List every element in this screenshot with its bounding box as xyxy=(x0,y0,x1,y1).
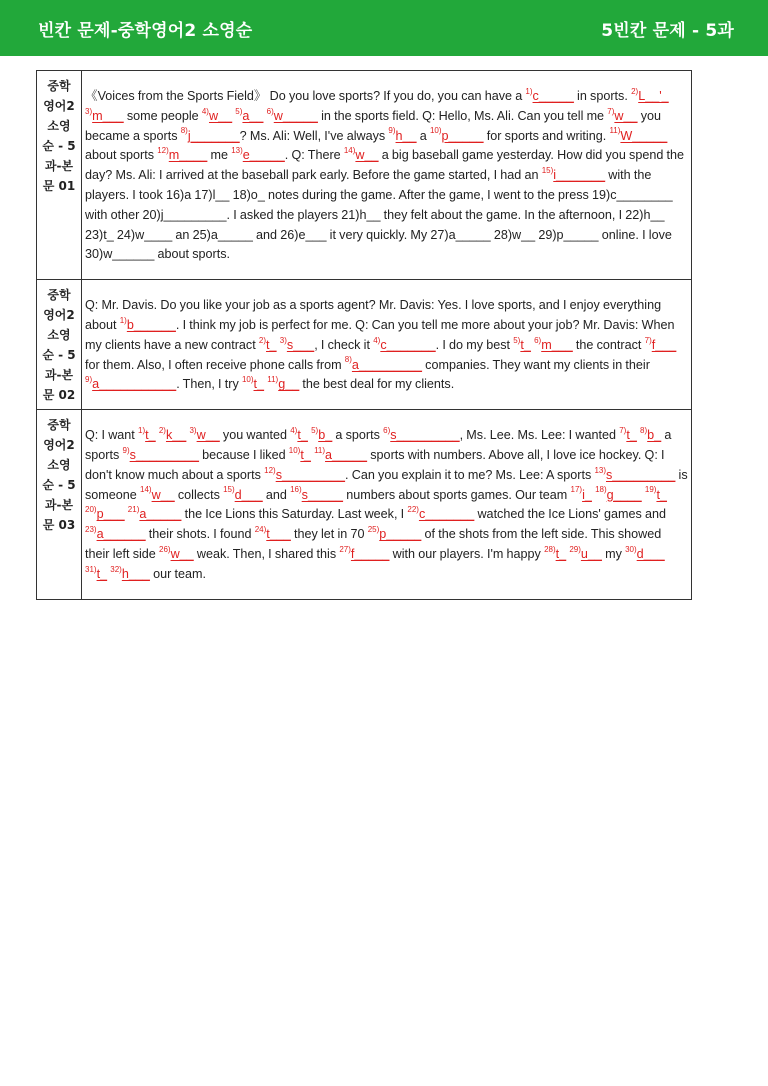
section-label-line: 소영 xyxy=(47,119,71,133)
blank-hint[interactable]: b_ xyxy=(318,428,333,443)
passage-segment: about sports xyxy=(85,128,671,163)
blank-number: 4) xyxy=(290,425,298,435)
blank-hint[interactable]: m___ xyxy=(92,108,124,123)
blank[interactable] xyxy=(122,445,199,462)
blank[interactable] xyxy=(609,126,668,143)
blank-number: 10) xyxy=(241,375,254,385)
blank-number: 8) xyxy=(640,425,648,435)
blank-number: 9) xyxy=(122,445,130,455)
blank-number: 21) xyxy=(127,505,140,515)
blank-hint[interactable]: a_____ xyxy=(325,447,368,462)
blank-hint[interactable]: g____ xyxy=(606,487,642,502)
blank-hint[interactable]: d___ xyxy=(636,546,665,561)
blank[interactable] xyxy=(189,425,220,443)
blank-number: 5) xyxy=(235,106,243,116)
blank[interactable] xyxy=(231,148,285,162)
blank[interactable] xyxy=(407,507,474,521)
blank-hint[interactable]: c_____ xyxy=(532,89,574,103)
blank-number: 4) xyxy=(373,335,381,345)
blank-number: 5) xyxy=(513,335,521,345)
blank[interactable] xyxy=(570,485,592,502)
passage-segment: their shots. I found xyxy=(145,527,255,542)
blank-number: 5) xyxy=(311,425,319,435)
worksheet-row xyxy=(37,410,692,599)
section-label-line: 순 - 5 xyxy=(42,139,76,153)
blank-number: 32) xyxy=(110,564,122,574)
blank-number: 14) xyxy=(140,485,152,495)
blank-hint[interactable]: t_ xyxy=(520,337,531,352)
blank[interactable] xyxy=(388,126,417,143)
blank[interactable] xyxy=(159,544,194,561)
blank[interactable] xyxy=(258,335,277,352)
blank-hint[interactable]: p_____ xyxy=(379,527,422,542)
blank[interactable] xyxy=(254,524,291,542)
blank-hint[interactable]: i_______ xyxy=(553,168,606,183)
passage-segment: , Ms. Lee. Ms. Lee: I wanted xyxy=(459,428,620,443)
blank[interactable] xyxy=(631,86,669,103)
passage-text xyxy=(82,280,692,410)
passage-segment: . I do my best xyxy=(435,337,514,352)
passage-segment: , I check it xyxy=(314,337,374,352)
blank-hint[interactable]: c_______ xyxy=(418,507,475,522)
blank[interactable] xyxy=(128,507,182,521)
blank[interactable] xyxy=(180,126,240,143)
blank-number: 6) xyxy=(534,335,542,345)
blank-hint[interactable]: w__ xyxy=(208,108,233,123)
blank[interactable] xyxy=(311,425,333,443)
blank-hint[interactable]: j_______ xyxy=(187,128,240,143)
blank[interactable] xyxy=(110,564,150,581)
blank-number: 13) xyxy=(594,465,606,475)
blank-number: 9) xyxy=(388,126,396,136)
blank[interactable] xyxy=(373,335,436,352)
blank[interactable] xyxy=(85,106,124,123)
blank-hint[interactable]: m____ xyxy=(168,148,208,163)
passage-segment: you became a sports xyxy=(85,108,665,143)
passage-segment: Q: Mr. Davis. Do you like your job as a sports agent? Mr. Davis: Yes. I love sports, and I enjoy everything about xyxy=(85,298,665,332)
blank[interactable] xyxy=(201,106,233,123)
blank-hint[interactable]: t_ xyxy=(96,566,108,581)
blank[interactable] xyxy=(607,106,638,123)
blank-hint[interactable]: a_____ xyxy=(139,507,182,522)
blank-hint[interactable]: t_ xyxy=(626,428,637,443)
passage-segment: collects xyxy=(174,487,224,502)
blank-hint[interactable]: i_ xyxy=(582,487,592,502)
blank-number: 12) xyxy=(157,146,169,156)
passage-segment: our team. xyxy=(149,566,206,581)
blank-hint[interactable]: t_ xyxy=(300,447,311,462)
blank[interactable] xyxy=(223,485,263,502)
blank-hint[interactable]: w__ xyxy=(196,428,220,443)
blank[interactable] xyxy=(367,524,422,542)
blank-number: 30) xyxy=(625,544,637,554)
passage-segment: numbers about sports games. Our team xyxy=(343,487,571,502)
blank-hint[interactable]: s_________ xyxy=(606,467,676,482)
blank-hint[interactable]: t_ xyxy=(555,546,567,561)
blank-hint[interactable]: L__'_ xyxy=(638,89,669,103)
blank-hint[interactable]: t_ xyxy=(145,428,156,443)
blank-number: 9) xyxy=(85,375,93,385)
section-label-line: 과-본 xyxy=(44,498,74,513)
blank-number: 22) xyxy=(407,505,419,515)
section-label-line: 과-본 xyxy=(44,159,74,173)
passage-segment: you wanted xyxy=(219,428,291,443)
blank-hint[interactable]: p___ xyxy=(96,507,125,522)
blank-hint[interactable]: e_____ xyxy=(242,148,285,163)
passage-segment: a big baseball game yesterday. How did you spend the day? Ms. Ali: I arrived at the baseball park early. Before the game started, I had an xyxy=(85,148,688,183)
blank[interactable] xyxy=(290,425,308,443)
blank-number: 2) xyxy=(158,425,166,435)
section-label xyxy=(37,280,82,410)
blank-hint[interactable]: w__ xyxy=(614,108,638,123)
blank-number: 4) xyxy=(201,106,209,116)
passage-segment: a sports xyxy=(85,428,675,462)
blank[interactable] xyxy=(242,377,264,391)
worksheet-table xyxy=(36,70,692,600)
blank-number: 11) xyxy=(314,445,326,455)
blank-hint[interactable]: s_________ xyxy=(129,447,199,462)
blank[interactable] xyxy=(595,485,642,502)
blank-number: 23) xyxy=(85,524,97,534)
blank-hint[interactable]: a_________ xyxy=(351,357,422,372)
blank-hint[interactable]: h__ xyxy=(395,128,417,143)
blank-number: 8) xyxy=(344,355,352,365)
worksheet-row xyxy=(37,280,692,410)
passage-segment: . Can you explain it to me? Ms. Lee: A sports xyxy=(345,467,595,482)
blank-number: 13) xyxy=(231,146,243,156)
blank[interactable] xyxy=(594,465,676,482)
header-title: 빈칸 문제-중학영어2 소영순 xyxy=(38,20,253,41)
blank[interactable] xyxy=(344,148,379,162)
passage-segment: they let in 70 xyxy=(290,527,368,542)
passage-segment: is someone xyxy=(85,467,691,502)
blank-number: 16) xyxy=(290,485,302,495)
blank-hint[interactable]: t_ xyxy=(266,337,277,352)
blank[interactable] xyxy=(542,168,605,182)
blank[interactable] xyxy=(314,445,368,462)
blank-number: 29) xyxy=(569,544,581,554)
section-label-line: 문 02 xyxy=(42,388,76,403)
blank-hint[interactable]: w__ xyxy=(355,148,379,163)
blank-hint[interactable]: f_____ xyxy=(350,546,390,561)
passage-segment: . Then, I try xyxy=(176,377,242,392)
blank-number: 2) xyxy=(258,335,267,345)
blank-hint[interactable]: p_____ xyxy=(441,128,484,143)
section-label-line: 소영 xyxy=(47,458,71,473)
passage-segment: ? Ms. Ali: Well, I've always xyxy=(239,128,389,143)
passage-segment: a sports xyxy=(332,428,384,443)
passage-segment: the contract xyxy=(572,337,645,352)
blank-hint[interactable]: t___ xyxy=(266,527,291,542)
passage-segment: in the sports field. Q: Hello, Ms. Ali. Can you tell me xyxy=(317,108,608,123)
blank-hint[interactable]: a___________ xyxy=(92,377,177,392)
blank[interactable] xyxy=(640,425,662,443)
passage-segment: 《Voices from the Sports Field》 Do you love sports? If you do, you can have a xyxy=(85,89,526,103)
blank-hint[interactable]: u__ xyxy=(580,546,602,561)
blank-hint[interactable]: s_____ xyxy=(301,487,343,502)
section-label-line: 문 01 xyxy=(42,179,76,193)
blank-number: 10) xyxy=(288,445,301,455)
blank[interactable] xyxy=(85,507,125,521)
blank-number: 31) xyxy=(85,564,97,574)
blank-number: 12) xyxy=(264,465,276,475)
passage-text xyxy=(82,410,692,599)
passage-segment: for sports and writing. xyxy=(483,128,610,143)
blank-number: 1) xyxy=(525,86,533,96)
blank-hint[interactable]: w__ xyxy=(151,487,175,502)
blank[interactable] xyxy=(119,315,176,332)
section-label-line: 소영 xyxy=(47,328,71,343)
blank[interactable] xyxy=(85,524,146,542)
blank-number: 6) xyxy=(383,425,391,435)
blank-hint[interactable]: w__ xyxy=(170,546,194,561)
passage-segment: and xyxy=(262,487,291,502)
blank-number: 10) xyxy=(429,126,442,136)
blank[interactable] xyxy=(383,425,460,443)
blank[interactable] xyxy=(140,485,175,502)
passage-segment: . I think my job is perfect for me. Q: Can you tell me more about your job? Mr. Davis: When my clients have a new contract xyxy=(85,317,678,352)
blank[interactable] xyxy=(534,335,573,352)
passage-segment: for them. Also, I often receive phone calls from xyxy=(85,337,680,372)
blank-number: 27) xyxy=(339,544,351,554)
blank-number: 7) xyxy=(644,335,652,345)
blank[interactable] xyxy=(339,544,390,561)
blank-hint[interactable]: t_ xyxy=(253,377,265,392)
blank[interactable] xyxy=(644,335,677,352)
passage-segment: because I liked xyxy=(198,447,289,462)
passage-segment: weak. Then, I shared this xyxy=(193,546,340,561)
blank-number: 28) xyxy=(544,544,556,554)
blank-hint[interactable]: s_________ xyxy=(390,428,460,443)
passage-segment: the best deal for my clients. xyxy=(299,377,455,392)
blank-hint[interactable]: a______ xyxy=(96,527,146,542)
section-label-line: 순 - 5 xyxy=(42,478,76,493)
blank-hint[interactable]: k__ xyxy=(165,428,187,443)
blank[interactable] xyxy=(158,425,187,443)
blank-number: 25) xyxy=(367,524,380,534)
blank-hint[interactable]: f___ xyxy=(651,337,677,352)
blank[interactable] xyxy=(279,335,315,352)
blank-hint[interactable]: c_______ xyxy=(380,337,436,352)
blank-hint[interactable]: s_________ xyxy=(275,467,346,482)
passage-segment: Q: I want xyxy=(85,428,138,443)
blank[interactable] xyxy=(525,86,574,103)
header-lesson-title: 5빈칸 문제 - 5과 xyxy=(601,20,734,41)
worksheet-row xyxy=(37,71,692,280)
passage-segment: watched the Ice Lions' games and xyxy=(474,507,670,522)
section-label-line: 순 - 5 xyxy=(42,348,76,363)
page-header xyxy=(0,0,768,56)
blank[interactable] xyxy=(619,425,637,443)
blank-hint[interactable]: t_ xyxy=(656,487,667,502)
passage-segment xyxy=(667,488,670,502)
blank[interactable] xyxy=(625,544,665,561)
passage-segment: . Q: There xyxy=(284,148,344,163)
passage-segment: in sports. xyxy=(573,89,632,103)
blank-number: 26) xyxy=(159,544,171,554)
passage-text xyxy=(82,71,692,280)
blank-number: 1) xyxy=(138,425,146,435)
passage-segment: a xyxy=(416,128,430,143)
passage-segment: my xyxy=(601,546,626,561)
blank[interactable] xyxy=(290,485,343,502)
blank[interactable] xyxy=(85,377,176,391)
blank[interactable] xyxy=(266,106,318,123)
blank-number: 3) xyxy=(189,425,197,435)
blank-number: 20) xyxy=(85,505,97,515)
blank-number: 14) xyxy=(343,146,356,156)
blank[interactable] xyxy=(344,355,422,372)
passage-segment xyxy=(665,547,668,561)
blank-hint[interactable]: b______ xyxy=(126,317,176,332)
passage-segment: some people xyxy=(123,108,202,123)
blank[interactable] xyxy=(513,335,531,352)
blank-number: 11) xyxy=(609,126,621,136)
blank[interactable] xyxy=(85,564,108,581)
blank-hint[interactable]: d___ xyxy=(234,487,263,502)
blank[interactable] xyxy=(569,544,602,561)
section-label-line: 영어2 xyxy=(43,308,75,323)
blank[interactable] xyxy=(235,106,264,123)
blank[interactable] xyxy=(544,544,567,561)
blank-number: 3) xyxy=(85,106,93,116)
blank[interactable] xyxy=(288,445,311,462)
section-label-line: 과-본 xyxy=(44,368,74,383)
blank-hint[interactable]: m___ xyxy=(541,337,573,352)
blank-hint[interactable]: h___ xyxy=(121,566,150,581)
section-label xyxy=(37,410,82,599)
blank-number: 19) xyxy=(644,485,657,495)
blank-number: 6) xyxy=(266,106,274,116)
passage-segment xyxy=(669,89,672,103)
passage-segment: companies. They want my clients in their xyxy=(421,357,654,372)
blank-number: 17) xyxy=(570,485,583,495)
blank-number: 7) xyxy=(607,106,615,116)
blank-number: 3) xyxy=(279,335,287,345)
blank[interactable] xyxy=(138,425,156,443)
passage-segment: the Ice Lions this Saturday. Last week, I xyxy=(181,507,408,522)
blank[interactable] xyxy=(267,377,299,391)
blank-hint[interactable]: g__ xyxy=(278,377,300,392)
blank-hint[interactable]: t_ xyxy=(297,428,308,443)
blank[interactable] xyxy=(264,465,346,482)
section-label-line: 문 03 xyxy=(42,518,76,533)
passage-segment: of the shots from the left side. This showed their left side xyxy=(85,527,665,561)
blank-number: 7) xyxy=(619,425,627,435)
blank[interactable] xyxy=(157,148,207,162)
section-label-line: 영어2 xyxy=(43,438,75,453)
blank-number: 8) xyxy=(180,126,188,136)
passage-segment: with our players. I'm happy xyxy=(389,546,545,561)
section-label xyxy=(37,71,82,280)
section-label-line: 영어2 xyxy=(43,99,75,113)
blank-hint[interactable]: w_____ xyxy=(273,108,318,123)
section-label-line: 중학 xyxy=(47,288,71,303)
blank-number: 18) xyxy=(595,485,607,495)
blank[interactable] xyxy=(644,485,667,502)
passage-segment: with the players. I took 16)a 17)l__ 18)o_ notes during the game. After the game, I went to the press 19)c________ with other 20)j_________. I asked the players 21)h__ they felt about the game. In the afternoon, I 22)h__ 23)t_ 24)w____ an 25)a_____ and 26)e___ it very quickly. My 27)a_____ 28)w__ 29)p_____ online. I love 30)w______ about sports. xyxy=(85,168,676,262)
blank-number: 15) xyxy=(541,166,554,175)
blank[interactable] xyxy=(429,126,484,143)
blank-hint[interactable]: b_ xyxy=(647,428,662,443)
blank-number: 24) xyxy=(254,524,267,534)
blank-number: 1) xyxy=(119,315,127,325)
blank-number: 11) xyxy=(267,375,279,385)
blank-number: 2) xyxy=(631,86,639,96)
blank-number: 15) xyxy=(223,485,235,495)
blank-hint[interactable]: a__ xyxy=(242,108,264,123)
section-label-line: 중학 xyxy=(47,79,71,93)
section-label-line: 중학 xyxy=(47,418,71,433)
passage-segment: me xyxy=(207,148,232,163)
blank-hint[interactable]: W_____ xyxy=(620,128,668,143)
blank-hint[interactable]: s___ xyxy=(286,337,315,352)
passage-segment: sports with numbers. Above all, I love ice hockey. Q: I don't know much about a sports xyxy=(85,447,668,482)
